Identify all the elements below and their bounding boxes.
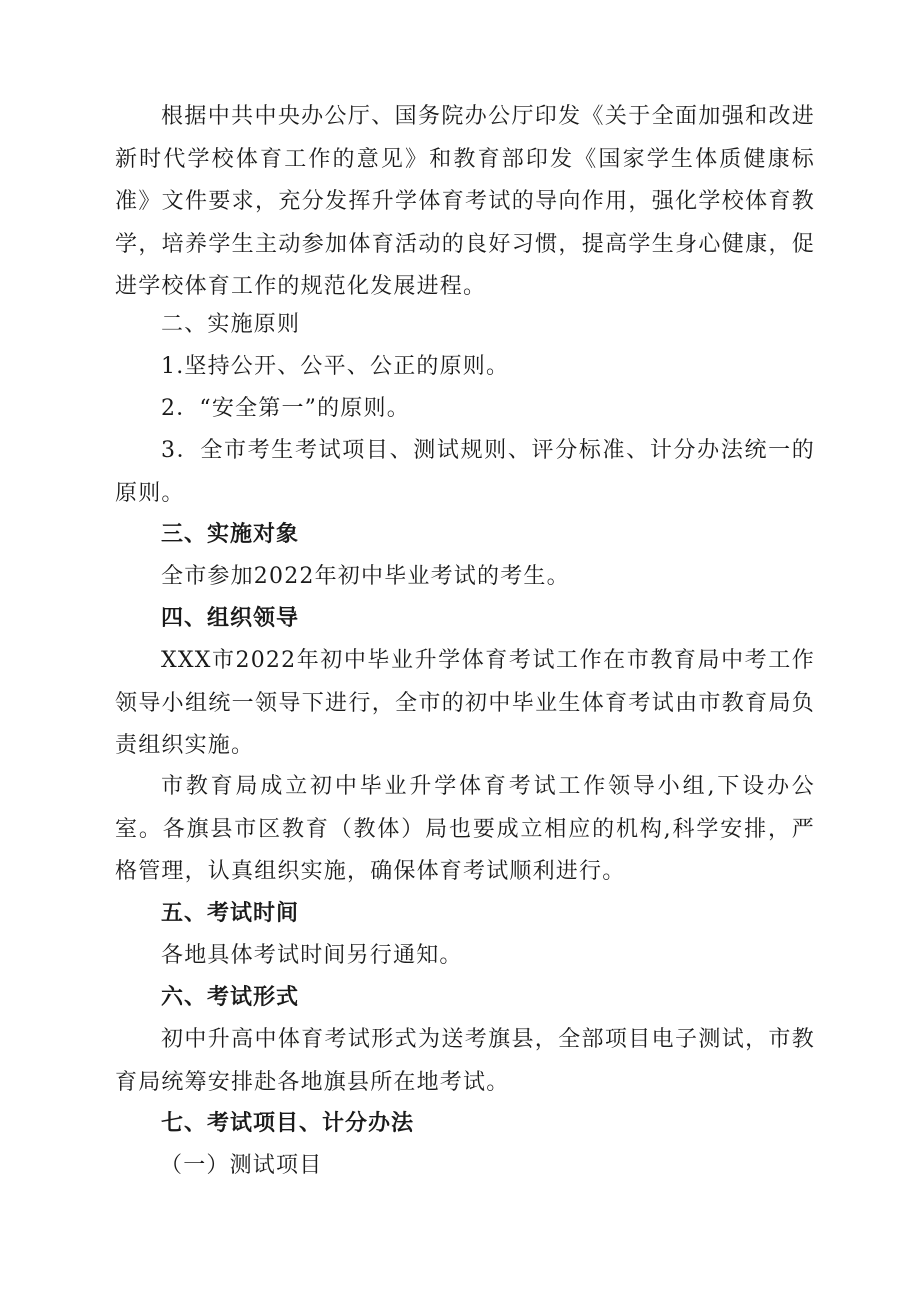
section-7-heading: 七、考试项目、计分办法	[161, 1111, 415, 1136]
principle-item-2: 2．“安全第一”的原则。	[161, 396, 410, 421]
section-4-paragraph-1: XXX市2022年初中毕业升学体育考试工作在市教育局中考工作领导小组统一领导下进行，全市的初中毕业生体育考试由市教育局负责组织实施。	[115, 648, 815, 758]
section-3-heading: 三、实施对象	[161, 522, 300, 547]
section-2-heading: 二、实施原则	[161, 312, 301, 337]
section-6-text: 初中升高中体育考试形式为送考旗县，全部项目电子测试，市教育局统筹安排赴各地旗县所在地考试。	[115, 1027, 815, 1095]
section-5-heading: 五、考试时间	[161, 901, 300, 926]
intro-paragraph: 根据中共中央办公厅、国务院办公厅印发《关于全面加强和改进新时代学校体育工作的意见》和教育部印发《国家学生体质健康标准》文件要求，充分发挥升学体育考试的导向作用，强化学校体育教学，培养学生主动参加体育活动的良好习惯，提高学生身心健康，促进学校体育工作的规范化发展进程。	[115, 104, 815, 299]
section-5-text: 各地具体考试时间另行通知。	[161, 943, 463, 968]
principle-item-3: 3．全市考生考试项目、测试规则、评分标准、计分办法统一的原则。	[115, 438, 815, 506]
principle-item-1: 1.坚持公开、公平、公正的原则。	[161, 354, 510, 379]
section-4-heading: 四、组织领导	[161, 606, 300, 631]
section-3-text: 全市参加2022年初中毕业考试的考生。	[161, 564, 570, 589]
section-4-paragraph-2: 市教育局成立初中毕业升学体育考试工作领导小组,下设办公室。各旗县市区教育（教体）局也要成立相应的机构,科学安排，严格管理，认真组织实施，确保体育考试顺利进行。	[115, 774, 815, 884]
section-6-heading: 六、考试形式	[161, 985, 300, 1010]
section-7-subheading: （一）测试项目	[160, 1153, 323, 1178]
